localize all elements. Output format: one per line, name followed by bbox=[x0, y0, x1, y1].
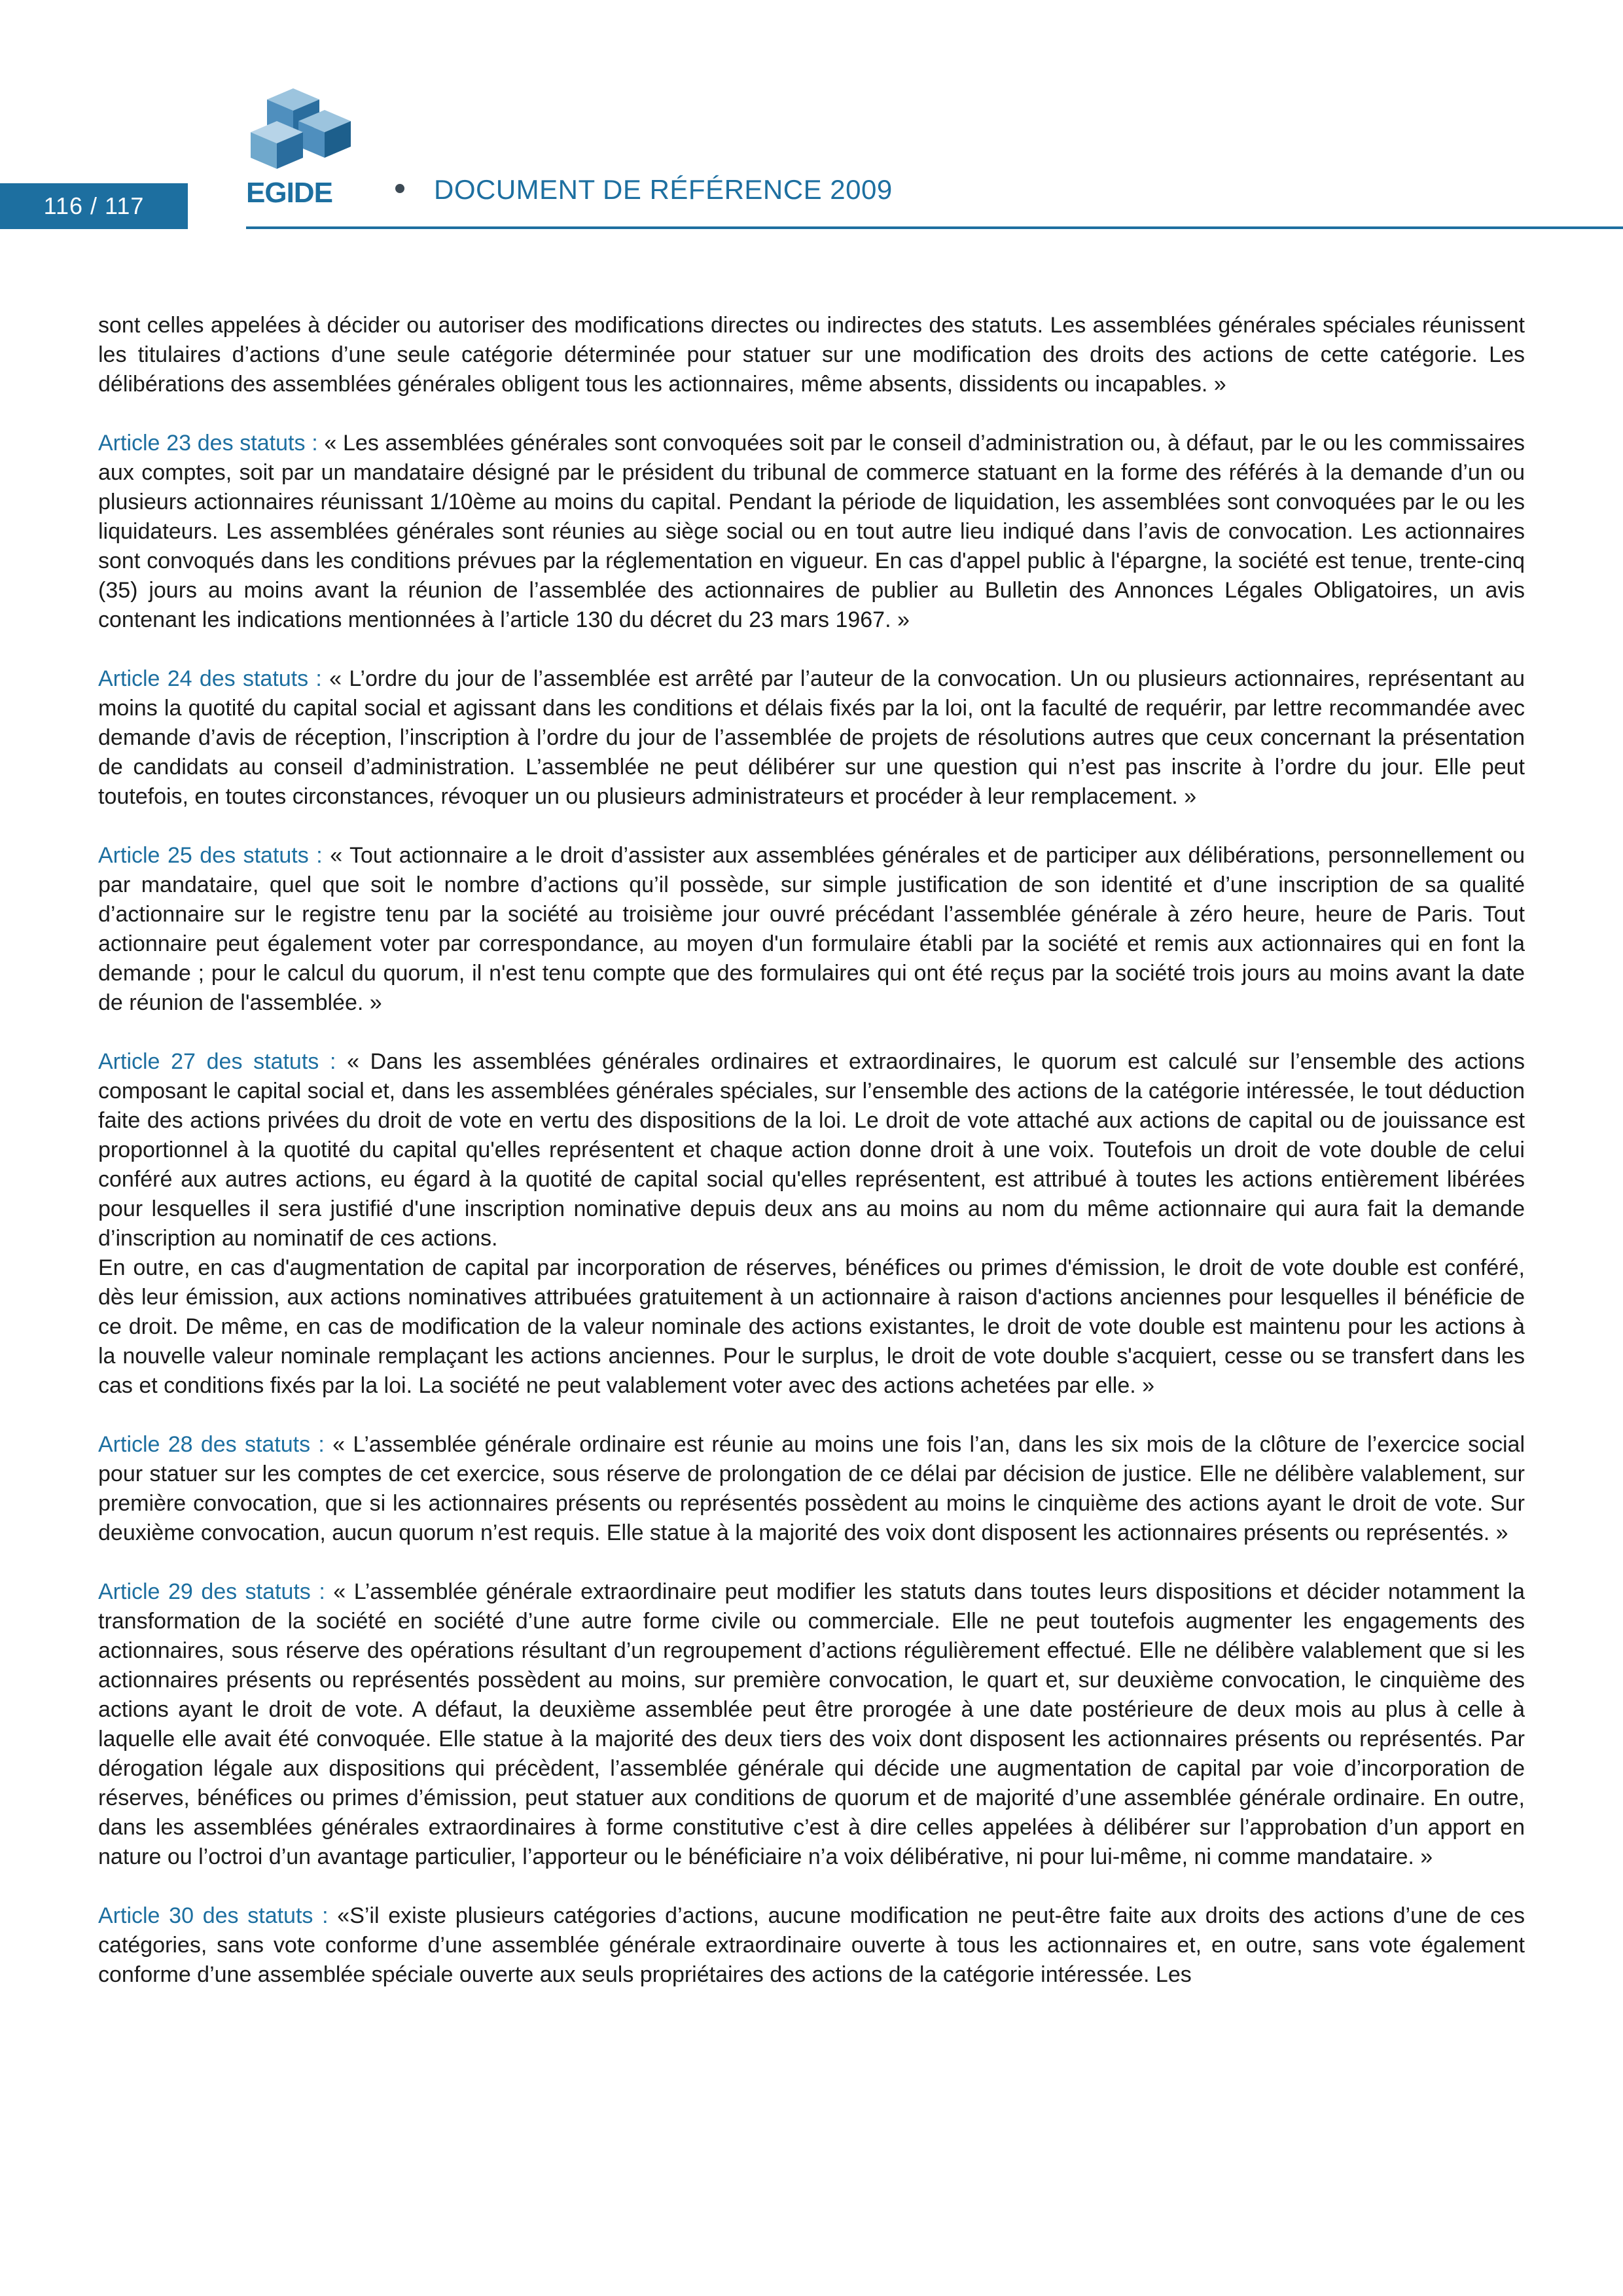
article-label: Article 23 des statuts : bbox=[98, 431, 318, 456]
paragraph-text: « L’assemblée générale ordinaire est réunie au moins une fois l’an, dans les six mois de la clôture de l’exercice social pour statuer sur les comptes de cet exercice, sous réserve de prolongation de ce délai par décision de justice. Elle ne délibère valablement, sur première convocation, que si les actionnaires présents ou représentés possèdent au moins le cinquième des actions ayant le droit de vote. Sur deuxième convocation, aucun quorum n’est requis. Elle statue à la majorité des voix dont disposent les actionnaires présents ou représentés. » bbox=[98, 1432, 1525, 1545]
bullet-separator bbox=[395, 184, 404, 193]
paragraph-text: « L’assemblée générale extraordinaire peut modifier les statuts dans toutes leurs dispositions et décider notamment la transformation de la société en société d’une autre forme civile ou commerciale. Elle ne peut toutefois augmenter les engagements des actionnaires, sous réserve des opérations résultant d’un regroupement d’actions régulièrement effectué. Elle ne délibère valablement que si les actionnaires présents ou représentés possèdent au moins, sur première convocation, le quart et, sur deuxième convocation, le cinquième des actions ayant le droit de vote. A défaut, la deuxième assemblée peut être prorogée à une date postérieure de deux mois au plus à celle à laquelle elle avait été convoquée. Elle statue à la majorité des deux tiers des voix dont disposent les actionnaires présents ou représentés. Par dérogation légale aux dispositions qui précèdent, l’assemblée générale qui décide une augmentation de capital par voie d’incorporation de réserves, bénéfices ou primes d’émission, peut statuer aux conditions de quorum et de majorité d’une assemblée générale ordinaire. En outre, dans les assemblées générales extraordinaires à forme constitutive c’est à dire celles appelées à délibérer sur l’approbation d’un apport en nature ou l’octroi d’un avantage particulier, l’apporteur ou le bénéficiaire n’a voix délibérative, ni pour lui-même, ni comme mandataire. » bbox=[98, 1579, 1525, 1869]
article-label: Article 28 des statuts : bbox=[98, 1432, 325, 1457]
page-number-badge: 116 / 117 bbox=[0, 183, 188, 229]
paragraph-text: « Tout actionnaire a le droit d’assister aux assemblées générales et de participer aux délibérations, personnellement ou par mandataire, quel que soit le nombre d’actions qu’il possède, sur simple justification de son identité et d’une inscription de sa qualité d’actionnaire sur le registre tenu par la société au troisième jour ouvré précédant l’assemblée générale à zéro heure, heure de Paris. Tout actionnaire peut également voter par correspondance, au moyen d'un formulaire établi par la société et remis aux actionnaires qui en font la demande ; pour le calcul du quorum, il n'est tenu compte que des formulaires qui ont été reçus par la société trois jours au moins avant la date de réunion de l'assemblée. » bbox=[98, 843, 1525, 1015]
egide-logo-icon bbox=[247, 85, 365, 183]
paragraph-text: «S’il existe plusieurs catégories d’actions, aucune modification ne peut-être faite aux droits des actions d’une de ces catégories, sans vote conforme d’une assemblée générale extraordinaire ouverte à tous les actionnaires et, en outre, sans vote également conforme d’une assemblée spéciale ouverte aux seuls propriétaires des actions de la catégorie intéressée. Les bbox=[98, 1903, 1525, 1987]
paragraph-text: « L’ordre du jour de l’assemblée est arrêté par l’auteur de la convocation. Un ou plusieurs actionnaires, représentant au moins la quotité du capital social et agissant dans les conditions et délais fixés par la loi, ont la faculté de requérir, par lettre recommandée avec demande d’avis de réception, l’inscription à l’ordre du jour de l’assemblée de projets de résolutions autres que ceux concernant la présentation de candidats au conseil d’administration. L’assemblée ne peut délibérer sur une question qui n’est pas inscrite à l’ordre du jour. Elle peut toutefois, en toutes circonstances, révoquer un ou plusieurs administrateurs et procéder à leur remplacement. » bbox=[98, 666, 1525, 809]
paragraph-article-24 bbox=[98, 664, 1525, 812]
paragraph-text: « Dans les assemblées générales ordinaires et extraordinaires, le quorum est calculé sur l’ensemble des actions composant le capital social et, dans les assemblées générales spéciales, sur l’ensemble des actions de la catégorie intéressée, le tout déduction faite des actions privées du droit de vote en vertu des dispositions de la loi. Le droit de vote attaché aux actions de capital ou de jouissance est proportionnel à la quotité du capital qu'elles représentent et chaque action donne droit à une voix. Toutefois un droit de vote double de celui conféré aux autres actions, eu égard à la quotité de capital social qu'elles représentent, est attribué à toutes les actions entièrement libérées pour lesquelles il sera justifié d'une inscription nominative depuis deux ans au moins au nom du même actionnaire qui aura fait la demande d’inscription au nominatif de ces actions. bbox=[98, 1049, 1525, 1251]
paragraph-article-27-continued bbox=[98, 1253, 1525, 1401]
paragraph-continuation bbox=[98, 311, 1525, 399]
article-label: Article 24 des statuts : bbox=[98, 666, 322, 691]
paragraph-article-29 bbox=[98, 1577, 1525, 1872]
article-label: Article 27 des statuts : bbox=[98, 1049, 336, 1074]
document-title: DOCUMENT DE RÉFÉRENCE 2009 bbox=[434, 174, 893, 205]
paragraph-article-27 bbox=[98, 1047, 1525, 1253]
paragraph-article-25 bbox=[98, 841, 1525, 1018]
paragraph-text: « Les assemblées générales sont convoquées soit par le conseil d’administration ou, à défaut, par le ou les commissaires aux comptes, soit par un mandataire désigné par le président du tribunal de commerce statuant en la forme des référés à la demande d’un ou plusieurs actionnaires réunissant 1/10ème au moins du capital. Pendant la période de liquidation, les assemblées sont convoquées par le ou les liquidateurs. Les assemblées générales sont réunies au siège social ou en tout autre lieu indiqué dans l’avis de convocation. Les actionnaires sont convoqués dans les conditions prévues par la réglementation en vigueur. En cas d'appel public à l'épargne, la société est tenue, trente-cinq (35) jours au moins avant la réunion de l’assemblée des actionnaires de publier au Bulletin des Annonces Légales Obligatoires, un avis contenant les indications mentionnées à l’article 130 du décret du 23 mars 1967. » bbox=[98, 431, 1525, 632]
paragraph-article-28 bbox=[98, 1430, 1525, 1548]
paragraph-text: En outre, en cas d'augmentation de capital par incorporation de réserves, bénéfices ou primes d'émission, le droit de vote double est conféré, dès leur émission, aux actions nominatives attribuées gratuitement à un actionnaire à raison d'actions anciennes pour lesquelles il bénéficie de ce droit. De même, en cas de modification de la valeur nominale des actions existantes, le droit de vote double est maintenu pour les actions à la nouvelle valeur nominale remplaçant les actions anciennes. Pour le surplus, le droit de vote double s'acquiert, cesse ou se transfert dans les cas et conditions fixés par la loi. La société ne peut valablement voter avec des actions achetées par elle. » bbox=[98, 1255, 1525, 1398]
paragraph-article-23 bbox=[98, 429, 1525, 635]
paragraph-text: sont celles appelées à décider ou autoriser des modifications directes ou indirectes des statuts. Les assemblées générales spéciales réunissent les titulaires d’actions d’une seule catégorie déterminée pour statuer sur une modification des droits des actions de cette catégorie. Les délibérations des assemblées générales obligent tous les actionnaires, même absents, dissidents ou incapables. » bbox=[98, 313, 1525, 397]
document-body bbox=[98, 311, 1525, 1990]
article-label: Article 25 des statuts : bbox=[98, 843, 323, 868]
egide-logo-text: EGIDE bbox=[246, 177, 332, 209]
header-rule bbox=[246, 226, 1623, 229]
paragraph-article-30 bbox=[98, 1901, 1525, 1990]
article-label: Article 29 des statuts : bbox=[98, 1579, 325, 1604]
article-label: Article 30 des statuts : bbox=[98, 1903, 329, 1928]
